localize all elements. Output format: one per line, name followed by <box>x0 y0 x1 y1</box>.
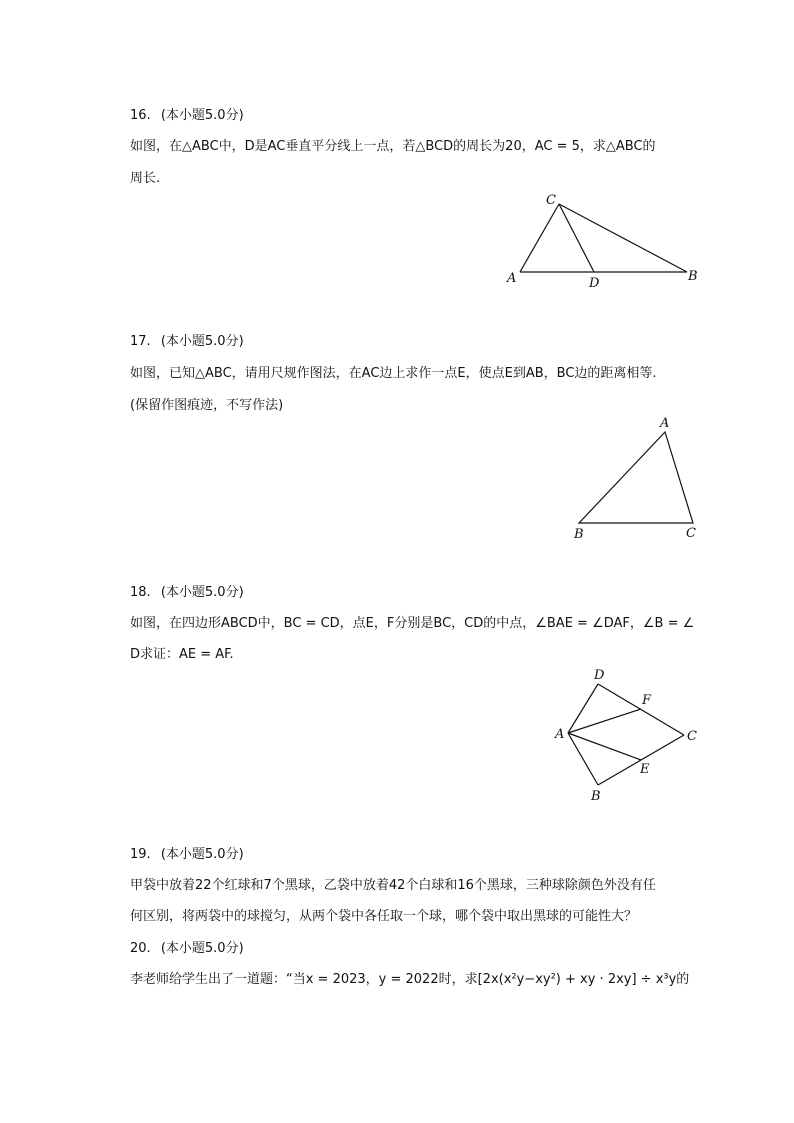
label-f: F <box>642 693 652 708</box>
question-score: (本小题5.0分) <box>160 585 244 600</box>
question-16-line-2: 周长. <box>130 171 161 186</box>
question-18-header <box>130 581 244 600</box>
question-score: (本小题5.0分) <box>160 941 244 956</box>
question-18-line-1: 如图，在四边形ABCD中，BC = CD，点E，F分别是BC，CD的中点，∠BAE = ∠DAF，∠B = ∠ <box>130 616 695 631</box>
label-e: E <box>640 762 650 777</box>
question-number: 17. <box>130 334 151 349</box>
question-number: 18. <box>130 585 151 600</box>
question-20-header <box>130 937 244 956</box>
segment-ba <box>568 733 598 785</box>
question-score: (本小题5.0分) <box>160 847 244 862</box>
label-a: A <box>555 727 565 742</box>
segment-cb <box>559 204 687 272</box>
label-b: B <box>591 789 601 804</box>
label-c: C <box>546 193 556 208</box>
label-c: C <box>687 729 697 744</box>
question-18-line-2: D求证：AE = AF. <box>130 647 234 662</box>
question-20-line-1: 李老师给学生出了一道题：“当x = 2023，y = 2022时，求[2x(x²y−xy²) + xy · 2xy] ÷ x³y的 <box>130 972 690 987</box>
figure-16-triangle-abc <box>500 190 710 290</box>
label-d: D <box>594 668 605 683</box>
question-score: (本小题5.0分) <box>160 108 244 123</box>
question-17-header <box>130 330 244 349</box>
question-16-header <box>130 104 244 123</box>
label-b: B <box>688 269 698 284</box>
figure-17-triangle-abc <box>565 412 705 542</box>
segment-cd <box>559 204 594 272</box>
question-16-line-1: 如图，在△ABC中，D是AC垂直平分线上一点，若△BCD的周长为20，AC = 5，求△ABC的 <box>130 139 656 154</box>
question-17-line-1: 如图，已知△ABC，请用尺规作图法，在AC边上求作一点E，使点E到AB，BC边的距离相等. <box>130 366 657 381</box>
triangle-abc <box>579 432 693 523</box>
label-c: C <box>686 526 696 541</box>
segment-ae <box>568 733 641 760</box>
question-19-header <box>130 843 244 862</box>
question-number: 19. <box>130 847 151 862</box>
label-a: A <box>660 416 670 431</box>
segment-ac <box>520 204 559 272</box>
question-score: (本小题5.0分) <box>160 334 244 349</box>
question-19-line-2: 何区别，将两袋中的球搅匀，从两个袋中各任取一个球，哪个袋中取出黑球的可能性大？ <box>130 909 638 924</box>
label-b: B <box>574 527 584 542</box>
segment-af <box>568 709 641 733</box>
label-d: D <box>589 276 600 291</box>
question-number: 20. <box>130 941 151 956</box>
question-17-line-2: (保留作图痕迹，不写作法) <box>130 398 284 413</box>
question-19-line-1: 甲袋中放着22个红球和7个黑球，乙袋中放着42个白球和16个黑球，三种球除颜色外没有任 <box>130 878 656 893</box>
figure-18-quadrilateral-abcd <box>548 665 708 810</box>
question-number: 16. <box>130 108 151 123</box>
label-a: A <box>507 271 517 286</box>
segment-ad <box>568 684 598 733</box>
